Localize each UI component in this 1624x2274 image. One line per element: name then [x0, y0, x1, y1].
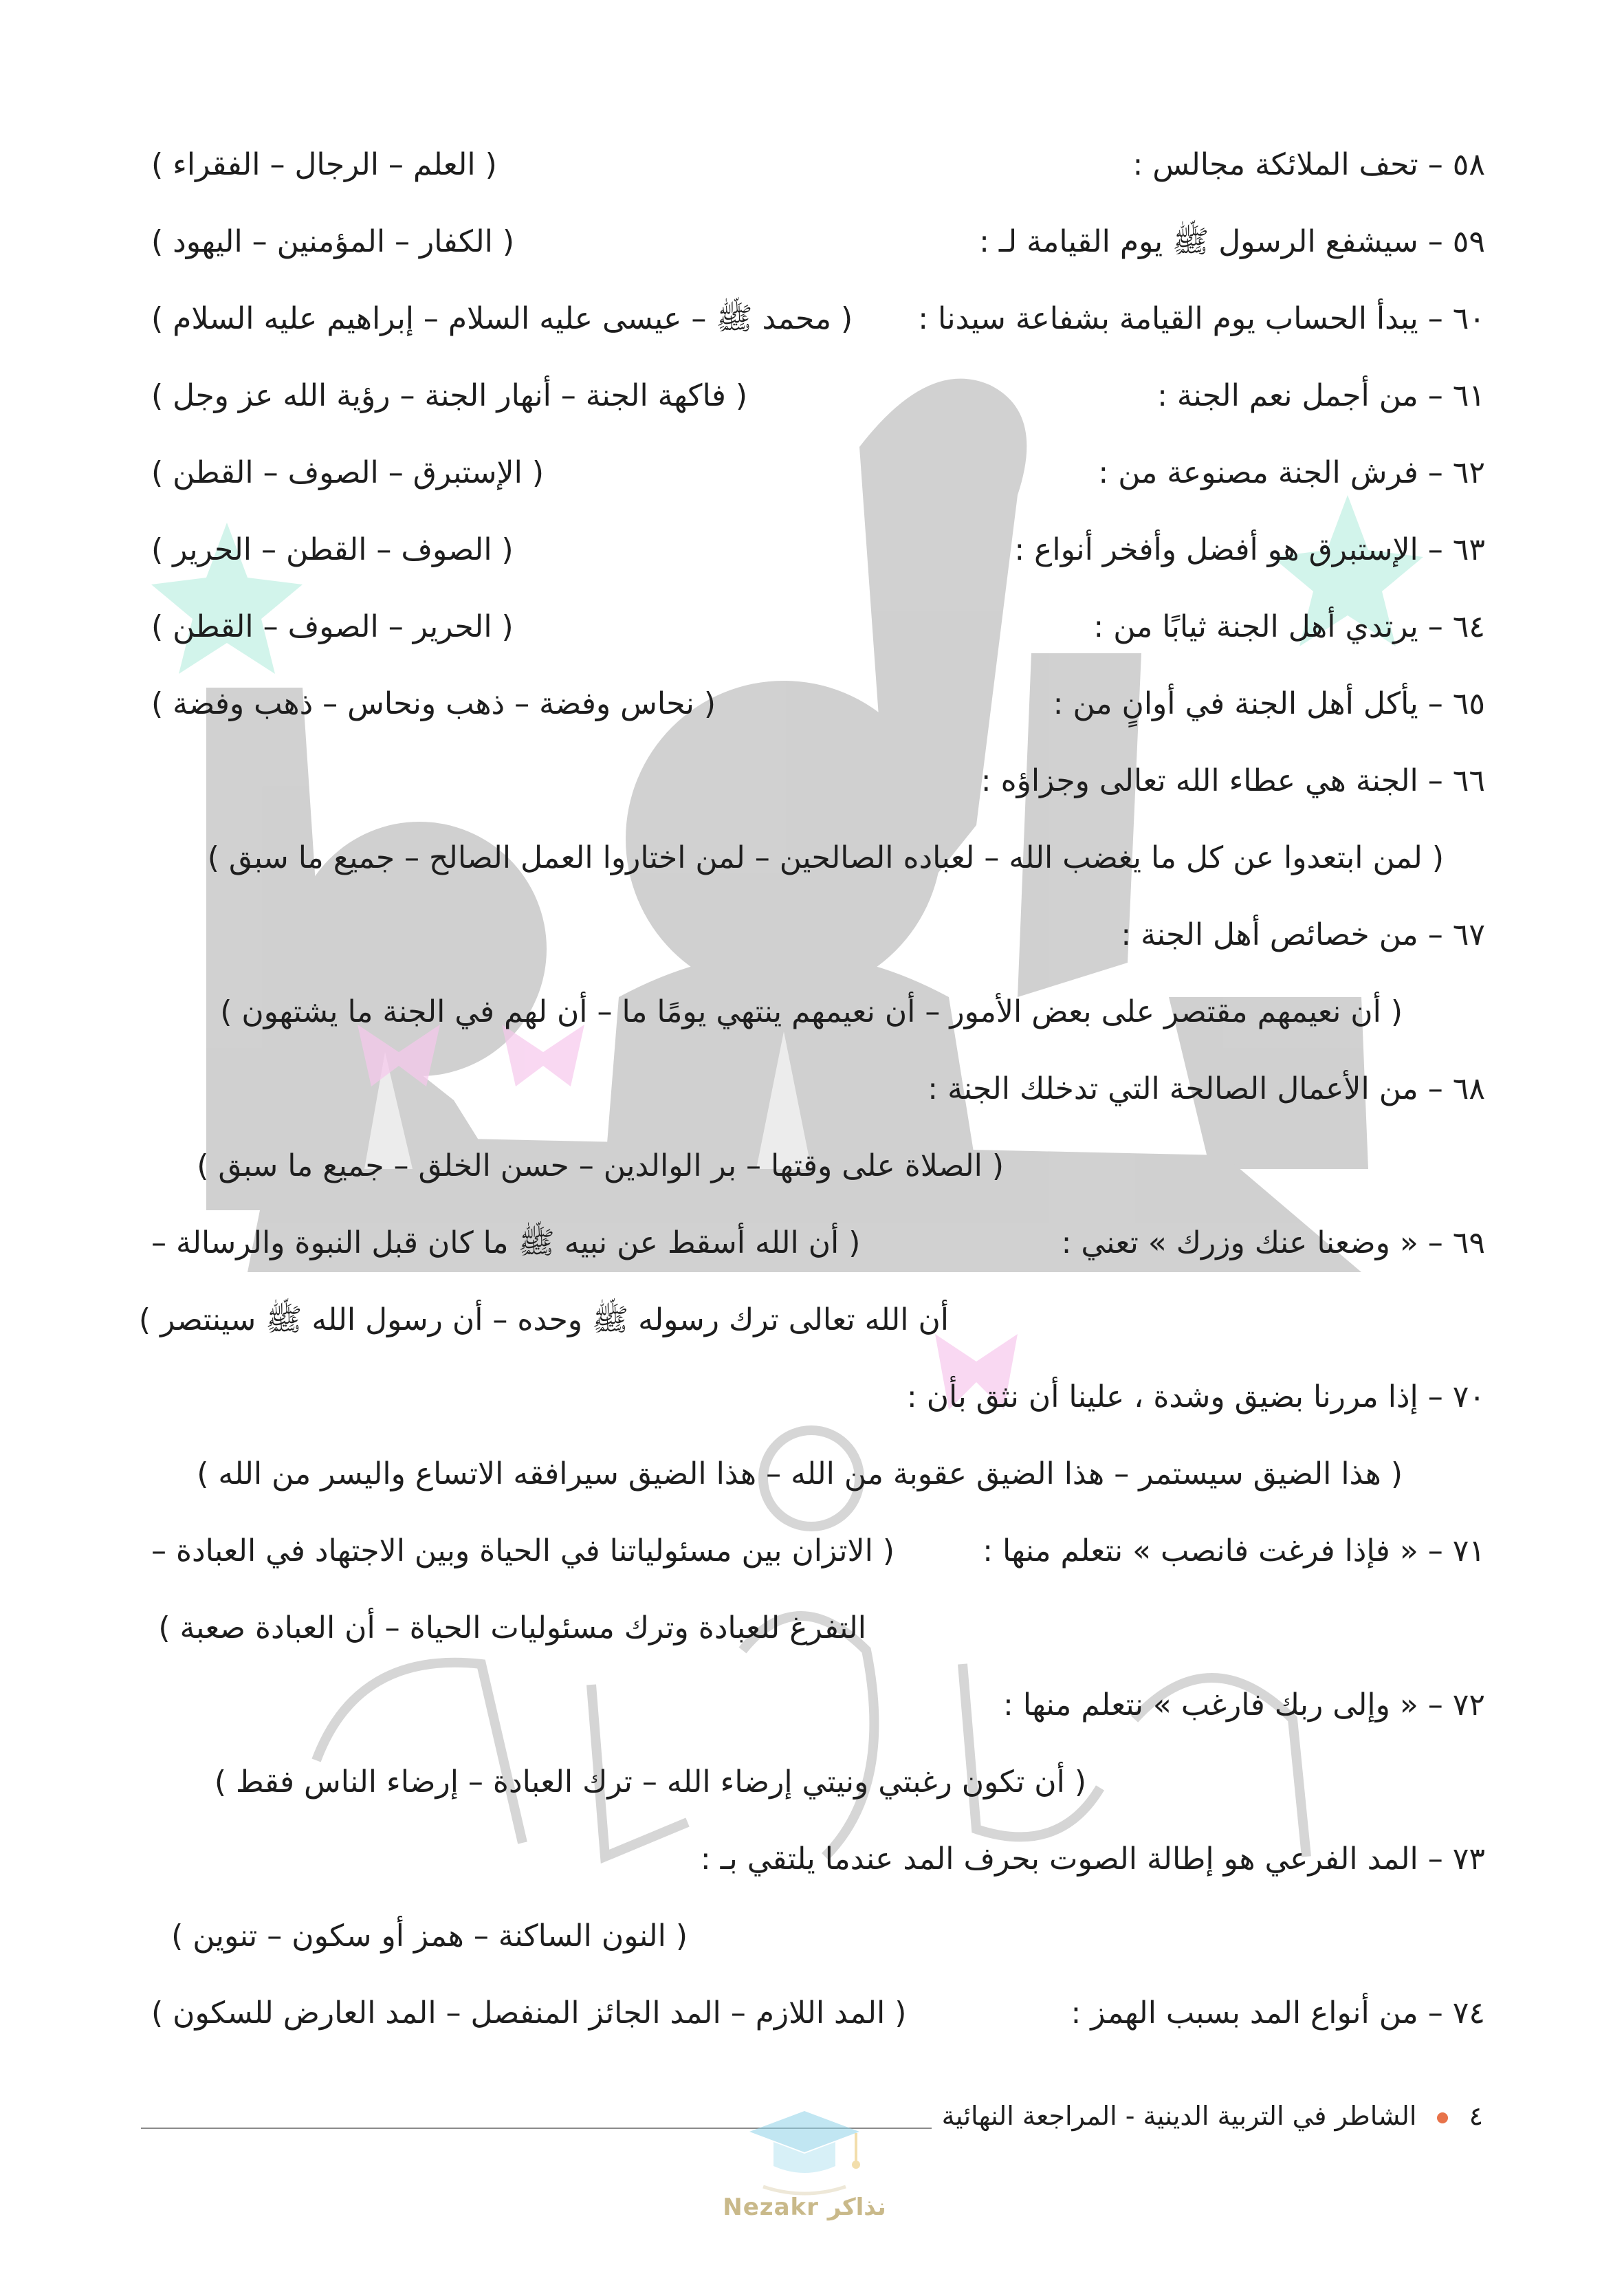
- logo-text: Nezakr نذاكر: [723, 2194, 886, 2221]
- question-text: ٧١ – « فإذا فرغت فانصب » نتعلم منها :: [983, 1533, 1485, 1568]
- question-72-options: [138, 1748, 1485, 1817]
- question-options: ( نحاس وفضة – ذهب ونحاس – ذهب وفضة ): [151, 686, 716, 721]
- page-number: ٤: [1469, 2101, 1483, 2131]
- question-62: [138, 439, 1485, 507]
- question-text: ٦٠ – يبدأ الحساب يوم القيامة بشفاعة سيدنا :: [918, 301, 1485, 336]
- question-text: ٦٢ – فرش الجنة مصنوعة من :: [1098, 455, 1485, 490]
- question-70: [138, 1363, 1485, 1432]
- question-61: [138, 362, 1485, 430]
- question-text: ٧٢ – « وإلى ربك فارغب » نتعلم منها :: [1003, 1687, 1485, 1723]
- question-text: ٦٦ – الجنة هي عطاء الله تعالى وجزاؤه :: [980, 763, 1485, 798]
- question-options: التفرغ للعبادة وترك مسئوليات الحياة – أن العبادة صعبة ): [158, 1610, 866, 1646]
- question-options: ( أن تكون رغبتي ونيتي إرضاء الله – ترك العبادة – إرضاء الناس فقط ): [214, 1764, 1086, 1800]
- question-68: [138, 1055, 1485, 1124]
- question-options: ( العلم – الرجال – الفقراء ): [151, 147, 497, 182]
- question-options: ( محمد ﷺ – عيسى عليه السلام – إبراهيم عليه السلام ): [151, 301, 853, 336]
- footer: [942, 2092, 1483, 2140]
- question-options: ( أن نعيمهم مقتصر على بعض الأمور – أن نعيمهم ينتهي يومًا ما – أن لهم في الجنة ما يشتهون ): [220, 994, 1403, 1029]
- question-69-options-cont: [138, 1286, 1485, 1355]
- question-71-options-cont: [138, 1594, 1485, 1663]
- footer-title: الشاطر في التربية الدينية - المراجعة النهائية: [941, 2101, 1417, 2131]
- question-67: [138, 901, 1485, 970]
- question-58: [138, 131, 1485, 199]
- question-options: ( هذا الضيق سيستمر – هذا الضيق عقوبة من الله – هذا الضيق سيرافقه الاتساع واليسر من الله ): [197, 1456, 1403, 1491]
- question-74: [138, 1979, 1485, 2048]
- question-options: ( الكفار – المؤمنين – اليهود ): [151, 224, 515, 259]
- question-73: [138, 1825, 1485, 1894]
- question-69: [138, 1209, 1485, 1278]
- question-options: ( الصوف – القطن – الحرير ): [151, 532, 514, 567]
- question-73-options: [138, 1902, 1485, 1971]
- question-text: ٦١ – من أجمل نعم الجنة :: [1157, 378, 1485, 413]
- question-options: ( الاتزان بين مسئولياتنا في الحياة وبين الاجتهاد في العبادة –: [151, 1533, 895, 1568]
- question-text: ٦٥ – يأكل أهل الجنة في أوانٍ من :: [1053, 686, 1485, 721]
- question-options: ( فاكهة الجنة – أنهار الجنة – رؤية الله عز وجل ): [151, 378, 748, 413]
- question-60: [138, 285, 1485, 353]
- question-options: أن الله تعالى ترك رسوله ﷺ وحده – أن رسول الله ﷺ سينتصر ): [138, 1302, 949, 1337]
- footer-dot: [1437, 2112, 1448, 2123]
- question-59: [138, 208, 1485, 276]
- question-text: ٦٩ – « وضعنا عنك وزرك » تعني :: [1061, 1225, 1485, 1260]
- question-68-options: [138, 1132, 1485, 1201]
- question-text: ٥٨ – تحف الملائكة مجالس :: [1132, 147, 1485, 182]
- question-65: [138, 670, 1485, 739]
- question-64: [138, 593, 1485, 662]
- question-text: ٦٨ – من الأعمال الصالحة التي تدخلك الجنة :: [928, 1071, 1485, 1106]
- question-text: ٦٣ – الإستبرق هو أفضل وأفخر أنواع :: [1014, 532, 1485, 567]
- question-options: ( أن الله أسقط عن نبيه ﷺ ما كان قبل النبوة والرسالة –: [151, 1225, 861, 1260]
- question-70-options: [138, 1440, 1485, 1509]
- question-text: ٦٧ – من خصائص أهل الجنة :: [1121, 917, 1485, 952]
- question-options: ( الحرير – الصوف – القطن ): [151, 609, 514, 644]
- question-67-options: [138, 978, 1485, 1047]
- question-71: [138, 1517, 1485, 1586]
- question-text: ٧٤ – من أنواع المد بسبب الهمز :: [1071, 1996, 1485, 2031]
- question-text: ٧٣ – المد الفرعي هو إطالة الصوت بحرف المد عندما يلتقي بـ :: [700, 1841, 1485, 1877]
- question-text: ٦٤ – يرتدي أهل الجنة ثيابًا من :: [1093, 609, 1485, 644]
- question-options: ( الإستبرق – الصوف – القطن ): [151, 455, 545, 490]
- question-66: [138, 747, 1485, 816]
- question-72: [138, 1671, 1485, 1740]
- question-66-options: [138, 824, 1485, 893]
- question-text: ٧٠ – إذا مررنا بضيق وشدة ، علينا أن نثق بأن :: [906, 1379, 1485, 1414]
- question-options: ( الصلاة على وقتها – بر الوالدين – حسن الخلق – جميع ما سبق ): [197, 1148, 1004, 1183]
- question-options: ( النون الساكنة – همز أو سكون – تنوين ): [171, 1918, 688, 1954]
- question-text: ٥٩ – سيشفع الرسول ﷺ يوم القيامة لـ :: [979, 224, 1485, 259]
- question-options: ( المد اللازم – المد الجائز المنفصل – المد العارض للسكون ): [151, 1996, 907, 2031]
- question-63: [138, 516, 1485, 584]
- question-options: ( لمن ابتعدوا عن كل ما يغضب الله – لعباده الصالحين – لمن اختاروا العمل الصالح – جميع ما سبق ): [207, 840, 1444, 875]
